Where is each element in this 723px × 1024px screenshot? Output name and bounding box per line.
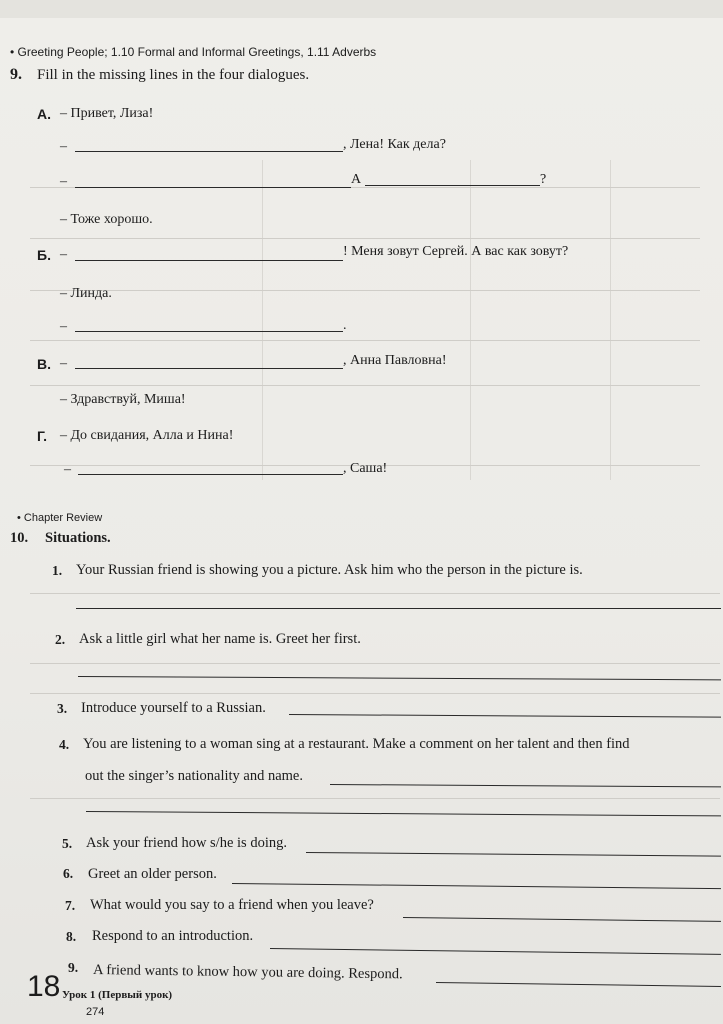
dialogue-a-line4: – Тоже хорошо. <box>60 212 153 227</box>
answer-line[interactable] <box>232 883 721 889</box>
blank-line[interactable] <box>75 260 343 261</box>
blank-line[interactable] <box>75 331 343 332</box>
breadcrumb: • Greeting People; 1.10 Formal and Informal Greetings, 1.11 Adverbs <box>10 45 377 59</box>
answer-line[interactable] <box>306 852 721 857</box>
dialogue-label-g: Г. <box>37 428 48 444</box>
bleed-rule <box>610 160 611 480</box>
dialogue-v-line2: – Здравствуй, Миша! <box>60 392 186 407</box>
bleed-rule <box>30 593 720 594</box>
dialogue-label-a: А. <box>37 106 51 122</box>
item-text: You are listening to a woman sing at a restaurant. Make a comment on her talent and then find <box>83 736 630 752</box>
page-number-large: 18 <box>27 970 61 1003</box>
exercise-number: 9. <box>10 66 22 83</box>
bleed-rule <box>30 340 700 341</box>
dash: – <box>64 462 71 477</box>
bleed-rule <box>262 160 263 480</box>
item-number: 1. <box>52 563 63 578</box>
dialogue-g-line2-text: , Саша! <box>343 461 388 476</box>
answer-line[interactable] <box>76 608 721 609</box>
chapter-review-label: • Chapter Review <box>17 512 103 524</box>
answer-line[interactable] <box>403 917 721 922</box>
item-number: 9. <box>68 960 79 975</box>
blank-line[interactable] <box>365 185 540 186</box>
dash: – <box>60 247 67 262</box>
item-text: Ask a little girl what her name is. Greet her first. <box>79 631 361 647</box>
item-number: 4. <box>59 737 70 752</box>
blank-line[interactable] <box>75 368 343 369</box>
dialogue-label-v: В. <box>37 356 51 372</box>
item-number: 2. <box>55 632 66 647</box>
dash: – <box>60 356 67 371</box>
dash: – <box>60 174 67 189</box>
bleed-rule <box>30 798 720 799</box>
answer-line[interactable] <box>86 811 721 816</box>
top-edge <box>0 0 723 18</box>
answer-line[interactable] <box>270 948 721 955</box>
item-text: What would you say to a friend when you leave? <box>90 897 374 913</box>
answer-line[interactable] <box>289 714 721 718</box>
item-number: 7. <box>65 898 76 913</box>
dialogue-b-line1-text: ! Меня зовут Сергей. А вас как зовут? <box>343 244 569 259</box>
item-number: 8. <box>66 929 77 944</box>
bleed-rule <box>30 693 720 694</box>
dash: – <box>60 139 67 154</box>
dialogue-g-line1: – До свидания, Алла и Нина! <box>60 428 234 443</box>
bleed-rule <box>30 238 700 239</box>
answer-line[interactable] <box>330 784 721 787</box>
blank-line[interactable] <box>75 151 343 152</box>
lesson-title: Урок 1 (Первый урок) <box>62 989 173 1001</box>
question-mark: ? <box>540 172 547 187</box>
exercise-number: 10. <box>10 530 29 546</box>
dialogue-a-line3-a: А <box>351 172 362 187</box>
dialogue-v-line1-text: , Анна Павловна! <box>343 353 447 368</box>
bleed-rule <box>30 385 700 386</box>
blank-line[interactable] <box>75 187 351 188</box>
item-text: Greet an older person. <box>88 866 217 882</box>
item-text-continued: out the singer’s nationality and name. <box>85 768 303 784</box>
bleed-rule <box>30 290 700 291</box>
item-number: 6. <box>63 866 74 881</box>
item-number: 5. <box>62 836 73 851</box>
item-text: Respond to an introduction. <box>92 928 254 944</box>
dialogue-label-b: Б. <box>37 247 51 263</box>
page-number-small: 274 <box>86 1006 105 1018</box>
item-text: Your Russian friend is showing you a picture. Ask him who the person in the picture is. <box>76 562 583 578</box>
blank-line[interactable] <box>78 474 343 475</box>
dialogue-b-line2: – Линда. <box>60 286 112 301</box>
exercise-title: Situations. <box>45 530 111 546</box>
bleed-rule <box>470 160 471 480</box>
item-text: Ask your friend how s/he is doing. <box>86 835 287 851</box>
item-text: A friend wants to know how you are doing. Respond. <box>92 962 403 983</box>
answer-line[interactable] <box>78 676 721 680</box>
dialogue-a-line1: – Привет, Лиза! <box>60 106 154 121</box>
exercise-instruction: Fill in the missing lines in the four dialogues. <box>37 67 310 83</box>
bleed-rule <box>30 663 720 664</box>
period: . <box>343 318 347 333</box>
answer-line[interactable] <box>436 982 721 987</box>
dialogue-a-line2-text: , Лена! Как дела? <box>343 137 446 152</box>
item-text: Introduce yourself to a Russian. <box>81 700 266 716</box>
item-number: 3. <box>57 701 68 716</box>
dash: – <box>60 319 67 334</box>
